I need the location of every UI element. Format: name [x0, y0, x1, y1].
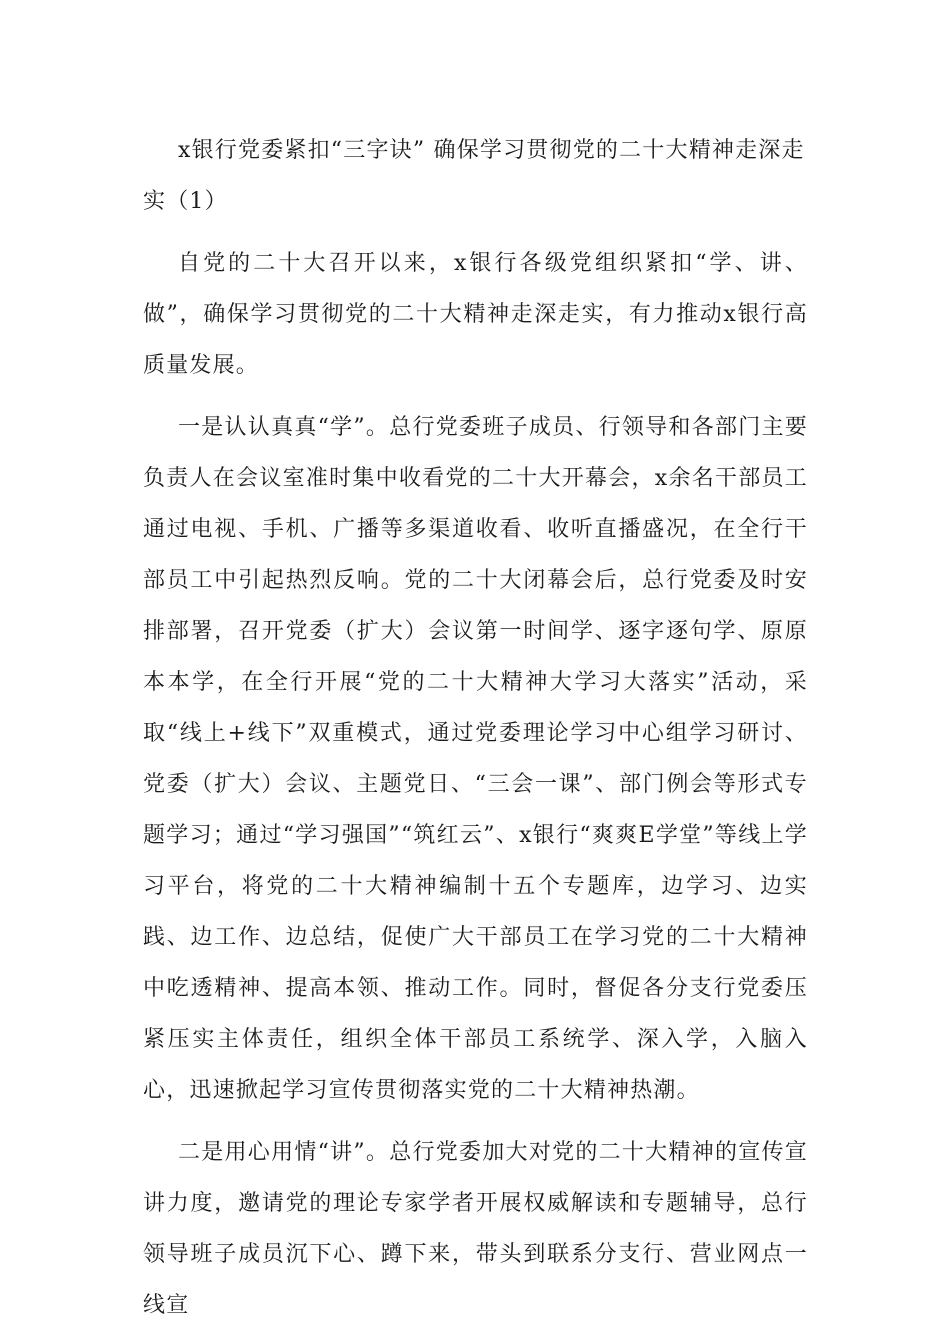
- document-page: [143, 125, 808, 1342]
- paragraph-intro: 自党的二十大召开以来，x银行各级党组织紧扣“学、讲、做”，确保学习贯彻党的二十大精神走深走实，有力推动x银行高质量发展。: [143, 251, 808, 378]
- paragraph-speak: 二是用心用情“讲”。总行党委加大对党的二十大精神的宣传宣讲力度，邀请党的理论专家学者开展权威解读和专题辅导，总行领导班子成员沉下心、蹲下来，带头到联系分支行、营业网点一线宣: [143, 1140, 808, 1318]
- paragraph-study: 一是认认真真“学”。总行党委班子成员、行领导和各部门主要负责人在会议室准时集中收看党的二十大开幕会，x余名干部员工通过电视、手机、广播等多渠道收看、收听直播盛况，在全行干部员工中引起热烈反响。党的二十大闭幕会后，总行党委及时安排部署，召开党委（扩大）会议第一时间学、逐字逐句学、原原本本学，在全行开展“党的二十大精神大学习大落实”活动，采取“线上+线下”双重模式，通过党委理论学习中心组学习研讨、党委（扩大）会议、主题党日、“三会一课”、部门例会等形式专题学习；通过“学习强国”“筑红云”、x银行“爽爽E学堂”等线上学习平台，将党的二十大精神编制十五个专题库，边学习、边实践、边工作、边总结，促使广大干部员工在学习党的二十大精神中吃透精神、提高本领、推动工作。同时，督促各分支行党委压紧压实主体责任，组织全体干部员工系统学、深入学，入脑入心，迅速掀起学习宣传贯彻落实党的二十大精神热潮。: [143, 415, 808, 1103]
- document-title: x银行党委紧扣“三字诀” 确保学习贯彻党的二十大精神走深走实（1）: [143, 138, 805, 214]
